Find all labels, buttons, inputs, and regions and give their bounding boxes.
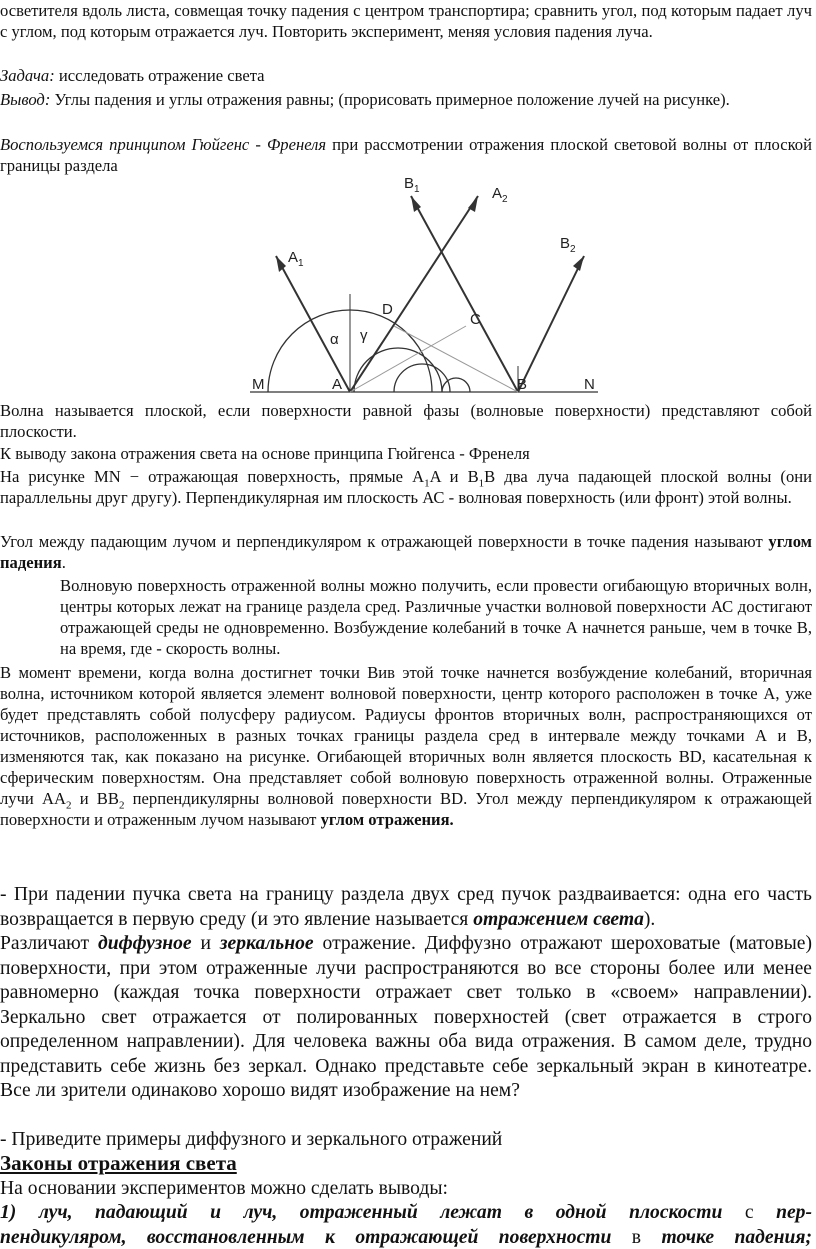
term-light-reflection: отражением света (473, 908, 644, 930)
label-b2: $B_2$ (560, 235, 576, 255)
label-b1: $B_1$ (404, 176, 420, 195)
plane-wave-paragraph: Волна называется плоской, если поверхности равной фазы (волновые поверхности) представляют собой плоскости. (0, 401, 812, 441)
label-c: C (470, 311, 481, 328)
beam-split-paragraph: - При падении пучка света на границу раздела двух сред пучок раздваивается: одна его часть возвращается в первую среду (и это явление называется отражением света). (0, 884, 812, 930)
huygens-intro-line: К выводу закона отражения света на основе принципа Гюйгенса - Френеля (0, 444, 530, 463)
ray-a1-incident (276, 256, 350, 392)
arrow-b2 (573, 256, 584, 271)
task-text: исследовать отражение света (54, 66, 265, 85)
moment-paragraph: В момент времени, когда волна достигнет точки Вив этой точке начнется возбуждение колебаний, вторичная волна, источником которой является элемент волновой поверхности, центр которого расположен в точке А, уже будет представлять собой полусферу радиусом. Радиусы фронтов вторичных волн, распространяющихся от источников, расположенных в разных точках границы раздела сред в интервале между точками А и В, изменяются так, как показано на рисунке. Огибающей вторичных волн является плоскость BD, касательная к сферическим поверхностям. Она представляет собой волновую поверхность отраженной волны. Отраженные лучи $АА_2$ и $ВВ_2$ перпендикулярны волновой поверхности BD. Угол между перпендикуляром к отражающей поверхности и отраженным лучом называют углом отражения. (0, 663, 812, 829)
term-diffuse: диффузное (97, 933, 192, 954)
conclusion-paragraph (0, 89, 812, 110)
label-m: M (252, 376, 265, 393)
ray-a2-reflected (350, 196, 478, 392)
wave-arc-tiny (442, 378, 470, 392)
reflection-diagram (246, 176, 600, 398)
ray-b2-reflected (518, 256, 584, 392)
section-heading-reflection-laws: Законы отражения света (0, 1151, 237, 1175)
label-alpha: α (330, 331, 339, 348)
label-d: D (382, 301, 393, 318)
label-gamma: γ (360, 327, 368, 344)
conclusion-label: Вывод: (0, 90, 51, 109)
huygens-paragraph (0, 134, 812, 176)
conclusions-intro-line: На основании экспериментов можно сделать выводы: (0, 1178, 448, 1199)
intro-paragraph: осветителя вдоль листа, совмещая точку падения с центром транспортира; сравнить угол, под которым падает луч с углом, под которым отражается луч. Повторить эксперимент, меняя условия падения луча. (0, 1, 812, 41)
law-one-paragraph: 1) луч, падающий и луч, отраженный лежат в одной плоскости с пер- пендикуляром, восстановленным к отражающей поверхности в точке падения; (0, 1202, 812, 1248)
mn-surface-paragraph: На рисунке MN − отражающая поверхность, прямые $A_1A$ и $B_1B$ два луча падающей плоской волны (они параллельны друг другу). Перпендикулярная им плоскость АС - волновая поверхность (или фронт) этой волны. (0, 467, 812, 507)
diffuse-specular-paragraph: Различают диффузное и зеркальное отражение. Диффузно отражают шероховатые (матовые) поверхности, при этом отраженные лучи распространяются во все стороны более или менее равномерно (каждая точка поверхности отражает свет только в «своем» направлении). Зеркально свет отражается от полированных поверхностей (свет отражается в строго определенном направлении). Для человека важны оба вида отражения. В самом деле, трудно представить себе жизнь без зеркал. Однако представьте себе зеркальный экран в кинотеатре. Все ли зрители одинаково хорошо видят изображение на нем? (0, 933, 812, 1101)
task-line (0, 65, 812, 86)
task-label: Задача: (0, 66, 55, 85)
wavefront-paragraph: Волновую поверхность отраженной волны можно получить, если провести огибающую вторичных волн, центры которых лежат на границе раздела сред. Различные участки волновой поверхности АС достигают отражающей среды не одновременно. Возбуждение колебаний в точке А начнется раньше, чем в точке В, на время, где - скорость волны. (60, 576, 812, 658)
label-a: A (332, 376, 343, 393)
term-incidence-angle: углом падения (0, 532, 812, 572)
examples-line: - Приведите примеры диффузного и зеркального отражений (0, 1129, 503, 1150)
incidence-angle-paragraph: Угол между падающим лучом и перпендикуляром к отражающей поверхности в точке падения называют углом падения. (0, 532, 812, 572)
term-reflection-angle: углом отражения. (320, 810, 454, 829)
term-specular: зеркальное (219, 933, 314, 954)
huygens-text: при рассмотрении отражения плоской световой волны от плоской границы раздела (0, 135, 812, 175)
label-a2: $A_2$ (492, 185, 508, 205)
huygens-label: Воспользуемся принципом Гюйгенс - Френеля (0, 135, 327, 154)
label-a1: $A_1$ (288, 249, 304, 269)
label-b: B (517, 376, 528, 393)
conclusion-text: Углы падения и углы отражения равны; (прорисовать примерное положение лучей на рисунке). (50, 90, 730, 109)
label-n: N (584, 376, 595, 393)
